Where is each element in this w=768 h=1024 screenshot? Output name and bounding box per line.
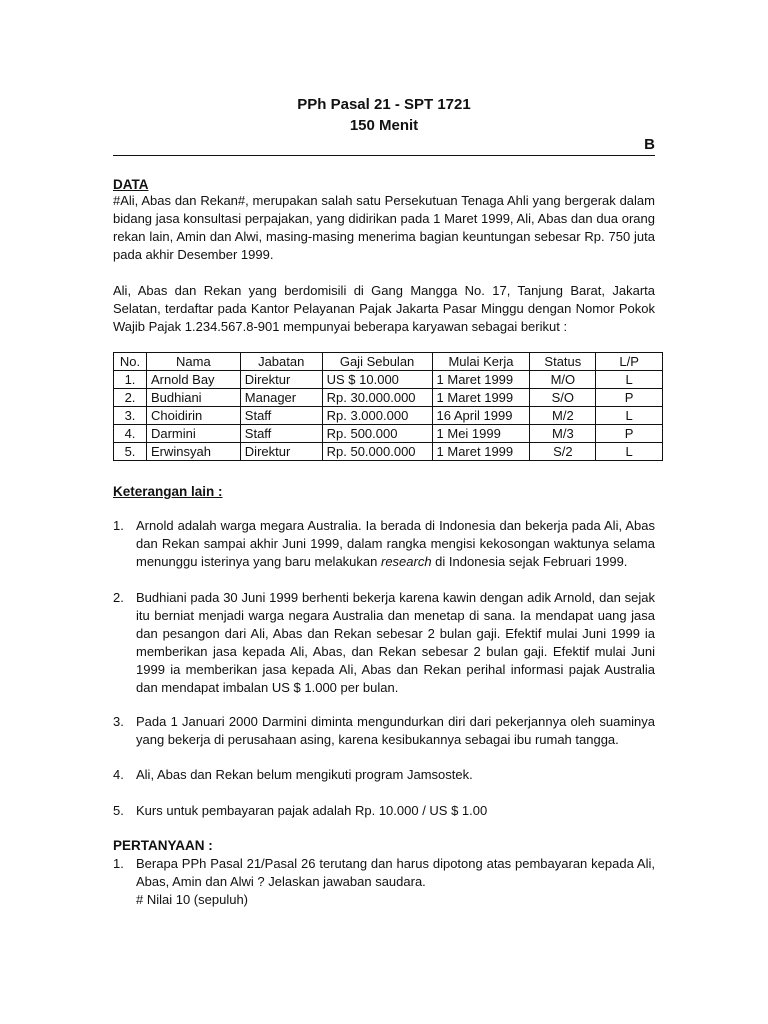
list-item-text — [136, 517, 655, 571]
column-header-gaji: Gaji Sebulan — [322, 353, 432, 371]
document-title: PPh Pasal 21 - SPT 1721 — [297, 96, 471, 113]
list-item-text: Pada 1 Januari 2000 Darmini diminta mengundurkan diri dari pekerjannya oleh suaminya yang bekerja di perusahaan asing, karena kesibukannya sebagai ibu rumah tangga. — [136, 714, 655, 747]
list-item — [113, 766, 655, 784]
list-item — [113, 855, 655, 909]
list-item-text: Budhiani pada 30 Juni 1999 berhenti bekerja karena kawin dengan adik Arnold, dan sejak itu berniat menjadi warga negara Australia dan menetap di sana. Ia mendapat uang jasa dan pesangon dari Ali, Abas dan Rekan sebesar 2 bulan gaji. Efektif mulai Juni 1999 ia memberikan jasa kepada Ali, Abas, dan Rekan sebesar 2 bulan gaji. Efektif mulai Juni 1999 ia memberikan jasa kepada Ali, Abas dan Rekan perihal informasi pajak Australia dan mendapat imbalan US $ 1.000 per bulan. — [136, 590, 655, 695]
cell-nama: Erwinsyah — [146, 443, 240, 461]
cell-status: M/3 — [530, 425, 596, 443]
list-item-number: 5. — [113, 803, 124, 818]
cell-jabatan: Staff — [240, 425, 322, 443]
data-paragraph-2 — [113, 282, 655, 336]
column-header-status: Status — [530, 353, 596, 371]
column-header-nama: Nama — [146, 353, 240, 371]
column-header-jabatan: Jabatan — [240, 353, 322, 371]
cell-nama: Budhiani — [146, 389, 240, 407]
pertanyaan-heading: PERTANYAAN : — [113, 838, 213, 853]
list-item-text-part: Arnold adalah warga megara Australia. Ia berada di Indonesia dan bekerja pada Ali, Abas dan Rekan sampai akhir Juni 1999, dalam rangka mengisi kekosongan waktunya selama menunggu isterinya yang baru melakukan — [136, 518, 655, 569]
variant-letter: B — [644, 136, 655, 153]
cell-mulai-kerja: 1 Maret 1999 — [432, 443, 530, 461]
list-item-number: 1. — [113, 856, 124, 871]
score-note: # Nilai 10 (sepuluh) — [136, 892, 249, 907]
list-item-italic-term: research — [380, 554, 432, 569]
list-item — [113, 713, 655, 749]
table-header-row — [114, 353, 663, 371]
table-row — [114, 407, 663, 425]
keterangan-heading: Keterangan lain : — [113, 484, 223, 499]
cell-nama: Darmini — [146, 425, 240, 443]
list-item-number: 2. — [113, 590, 124, 605]
table-row — [114, 389, 663, 407]
cell-jabatan: Direktur — [240, 371, 322, 389]
cell-jabatan: Direktur — [240, 443, 322, 461]
cell-status: S/2 — [530, 443, 596, 461]
table-row — [114, 443, 663, 461]
cell-nama: Choidirin — [146, 407, 240, 425]
table-row — [114, 371, 663, 389]
list-item — [113, 589, 655, 697]
list-item-number: 4. — [113, 767, 124, 782]
cell-lp: L — [596, 371, 663, 389]
list-item-text: Ali, Abas dan Rekan belum mengikuti program Jamsostek. — [136, 767, 473, 782]
column-header-no: No. — [114, 353, 147, 371]
cell-mulai-kerja: 16 April 1999 — [432, 407, 530, 425]
cell-jabatan: Staff — [240, 407, 322, 425]
data-heading: DATA — [113, 177, 149, 192]
cell-status: M/2 — [530, 407, 596, 425]
cell-lp: L — [596, 443, 663, 461]
cell-no: 5. — [114, 443, 147, 461]
list-item-text: Kurs untuk pembayaran pajak adalah Rp. 10.000 / US $ 1.00 — [136, 803, 488, 818]
cell-mulai-kerja: 1 Maret 1999 — [432, 371, 530, 389]
cell-lp: P — [596, 389, 663, 407]
list-item-number: 3. — [113, 714, 124, 729]
cell-gaji: US $ 10.000 — [322, 371, 432, 389]
list-item — [113, 802, 655, 820]
cell-no: 1. — [114, 371, 147, 389]
list-item — [113, 517, 655, 571]
column-header-lp: L/P — [596, 353, 663, 371]
document-duration: 150 Menit — [349, 117, 419, 134]
cell-nama: Arnold Bay — [146, 371, 240, 389]
cell-no: 2. — [114, 389, 147, 407]
list-item-text-part: di Indonesia sejak Februari 1999. — [431, 554, 628, 569]
data-paragraph-2-text: Ali, Abas dan Rekan yang berdomisili di Gang Mangga No. 17, Tanjung Barat, Jakarta Selatan, terdaftar pada Kantor Pelayanan Pajak Jakarta Pasar Minggu dengan Nomor Pokok Wajib Pajak 1.234.567.8-901 mempunyai beberapa karyawan sebagai berikut : — [113, 283, 655, 334]
cell-gaji: Rp. 50.000.000 — [322, 443, 432, 461]
cell-mulai-kerja: 1 Maret 1999 — [432, 389, 530, 407]
cell-lp: P — [596, 425, 663, 443]
list-item-number: 1. — [113, 518, 124, 533]
list-item-text: Berapa PPh Pasal 21/Pasal 26 terutang dan harus dipotong atas pembayaran kepada Ali, Abas, Amin dan Alwi ? Jelaskan jawaban saudara. — [136, 856, 655, 889]
cell-status: S/O — [530, 389, 596, 407]
employee-table — [113, 352, 663, 461]
cell-gaji: Rp. 500.000 — [322, 425, 432, 443]
table-row — [114, 425, 663, 443]
cell-no: 4. — [114, 425, 147, 443]
data-paragraph-1 — [113, 192, 655, 264]
header-divider — [113, 155, 655, 156]
cell-jabatan: Manager — [240, 389, 322, 407]
cell-no: 3. — [114, 407, 147, 425]
cell-mulai-kerja: 1 Mei 1999 — [432, 425, 530, 443]
cell-gaji: Rp. 30.000.000 — [322, 389, 432, 407]
data-paragraph-1-text: #Ali, Abas dan Rekan#, merupakan salah satu Persekutuan Tenaga Ahli yang bergerak dalam bidang jasa konsultasi perpajakan, yang didirikan pada 1 Maret 1999, Ali, Abas dan dua orang rekan lain, Amin dan Alwi, masing-masing menerima bagian keuntungan sebesar Rp. 750 juta pada akhir Desember 1999. — [113, 193, 655, 262]
cell-status: M/O — [530, 371, 596, 389]
cell-lp: L — [596, 407, 663, 425]
cell-gaji: Rp. 3.000.000 — [322, 407, 432, 425]
column-header-mulai-kerja: Mulai Kerja — [432, 353, 530, 371]
